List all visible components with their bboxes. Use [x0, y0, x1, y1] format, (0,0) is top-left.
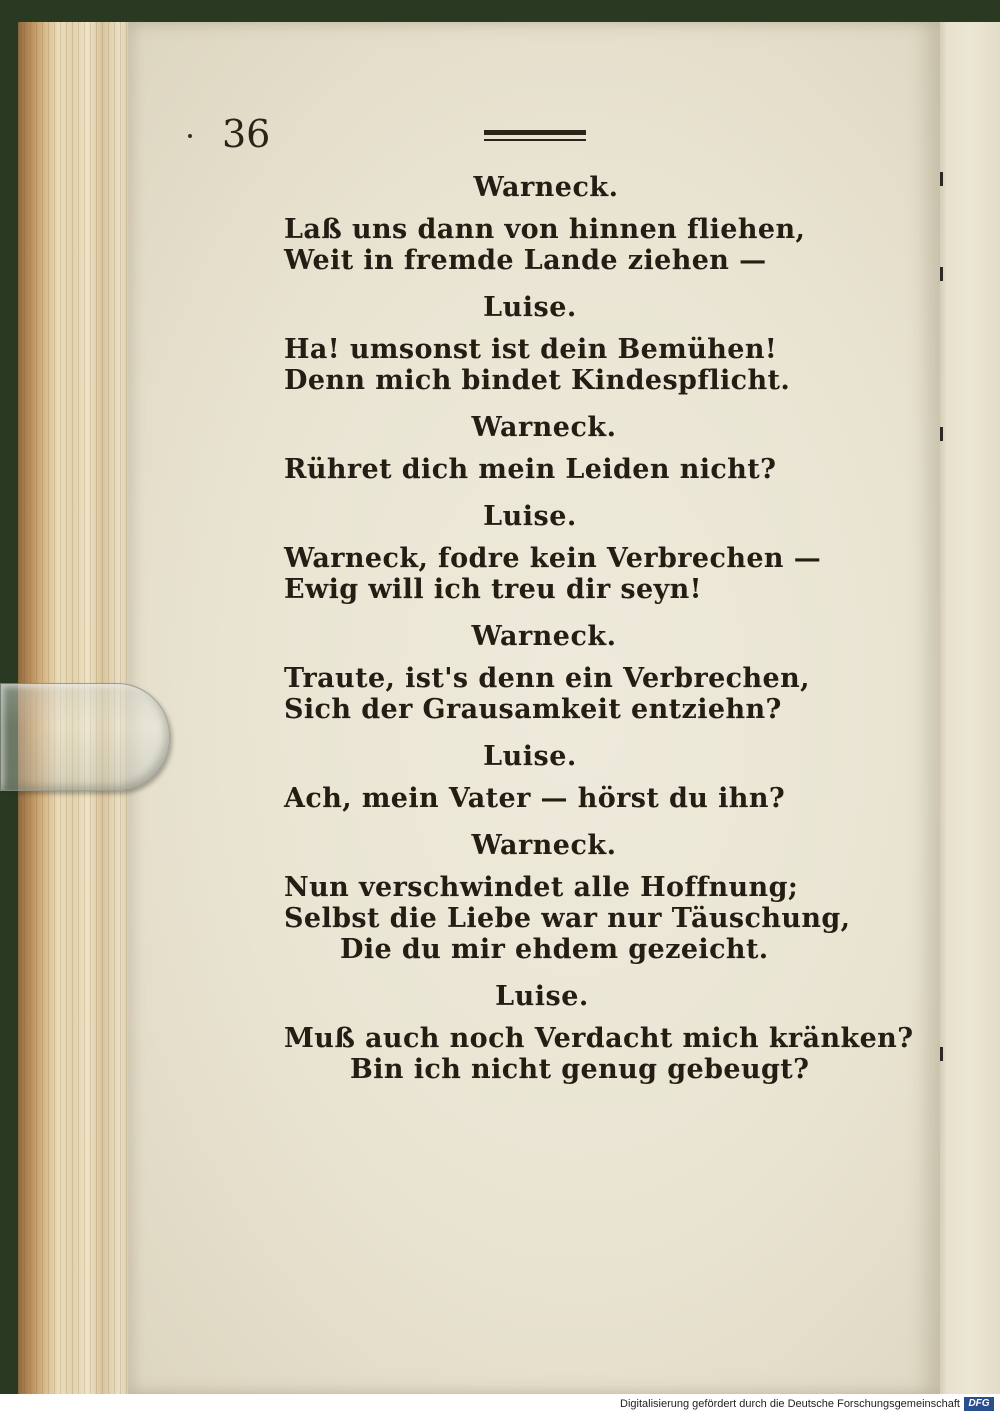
header-rule-thick — [484, 130, 586, 135]
verse-line: Laß uns dann von hinnen fliehen, — [284, 214, 806, 245]
margin-dot — [188, 134, 192, 138]
speaker-name: Warneck. — [471, 830, 617, 861]
page-number: 36 — [222, 112, 271, 156]
verse-line: Traute, ist's denn ein Verbrechen, — [284, 663, 810, 694]
verse-line: Warneck, fodre kein Verbrechen — — [284, 543, 822, 574]
verse-line: Die du mir ehdem gezeicht. — [340, 934, 769, 965]
speaker-name: Warneck. — [471, 412, 617, 443]
header-rule-thin — [484, 139, 586, 141]
stanza — [270, 830, 851, 965]
stanza — [270, 741, 830, 814]
speaker-name: Luise. — [495, 981, 589, 1012]
stanza — [270, 621, 830, 725]
verse-line: Ewig will ich treu dir seyn! — [284, 574, 702, 605]
verse-line: Sich der Grausamkeit entziehn? — [284, 694, 782, 725]
verse-line: Muß auch noch Verdacht mich kränken? — [284, 1023, 914, 1054]
verse-line: Nun verschwindet alle Hoffnung; — [284, 872, 799, 903]
funding-credit: Digitalisierung gefördert durch die Deutsche Forschungsgemeinschaft — [620, 1398, 960, 1410]
speaker-name: Luise. — [483, 501, 577, 532]
stanza — [270, 412, 830, 485]
page-holder-clip — [0, 683, 170, 791]
verse-line: Ha! umsonst ist dein Bemühen! — [284, 334, 778, 365]
verse-line: Bin ich nicht genug gebeugt? — [350, 1054, 810, 1085]
verse-line: Weit in fremde Lande ziehen — — [284, 245, 767, 276]
stanza — [270, 981, 914, 1085]
header-rule — [484, 130, 586, 143]
dialogue-text — [270, 172, 914, 1101]
stanza — [270, 172, 830, 276]
speaker-name: Luise. — [483, 741, 577, 772]
verse-line: Ach, mein Vater — hörst du ihn? — [284, 783, 786, 814]
dfg-logo: DFG — [964, 1397, 994, 1411]
verse-line: Selbst die Liebe war nur Täuschung, — [284, 903, 851, 934]
speaker-name: Warneck. — [473, 172, 619, 203]
speaker-name: Warneck. — [471, 621, 617, 652]
verse-line: Rühret dich mein Leiden nicht? — [284, 454, 777, 485]
speaker-name: Luise. — [483, 292, 577, 323]
footer-bar — [0, 1394, 1000, 1415]
stanza — [270, 501, 830, 605]
stanza — [270, 292, 830, 396]
verse-line: Denn mich bindet Kindespflicht. — [284, 365, 791, 396]
